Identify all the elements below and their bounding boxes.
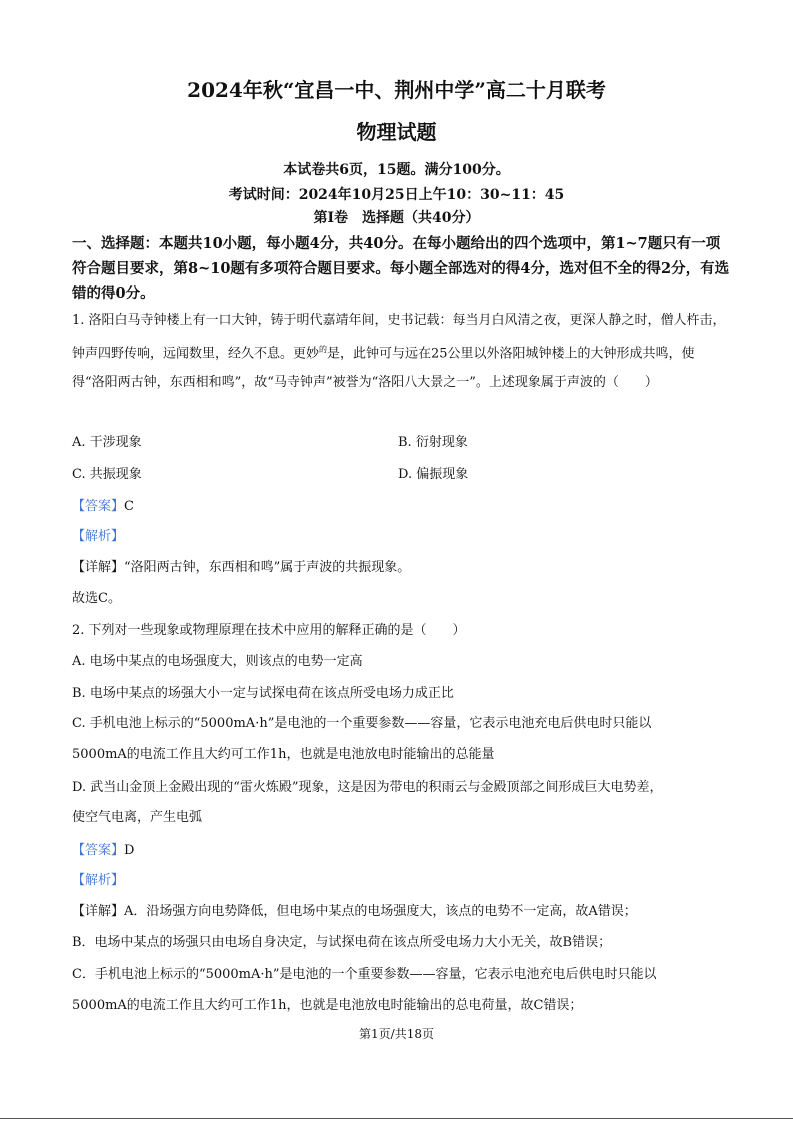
question-1-stem-part2: 是，此钟可与远在25公里以外洛阳城钟楼上的大钟形成共鸣，使得“洛阳两古钟，东西相和鸣”，故“马寺钟声”被誉为“洛阳八大景之一”。上述现象属于声波的（ ） [72, 346, 695, 391]
bottom-divider [0, 1118, 793, 1119]
question-1-option-b: B. 衍射现象 [398, 435, 468, 450]
page-number: 第1页/共18页 [359, 1027, 434, 1041]
answer-value: C [124, 499, 134, 514]
question-2-stem: 2. 下列对一些现象或物理原理在技术中应用的解释正确的是（ ） [72, 623, 466, 638]
section-instructions: 一、选择题：本题共10小题，每小题4分，共40分。在每小题给出的四个选项中，第1~7题只有一项符合题目要求，第8~10题有多项符合题目要求。每小题全部选对的得4分，选对但不全的得2分，有选错的得0分。 [72, 235, 730, 302]
question-1-stem-sup: 的 [319, 345, 328, 354]
detail-tag: 【详解】 [72, 904, 125, 919]
question-2-option-a: A. 电场中某点的电场强度大，则该点的电势一定高 [72, 654, 363, 669]
detail-text: “洛阳两古钟，东西相和鸣”属于声波的共振现象。 [124, 560, 411, 575]
question-2-detail-c-line2: 5000mA的电流工作且大约可工作1h，也就是电池放电时能输出的总电荷量，故C错误； [72, 998, 583, 1013]
question-2-detail-b: B．电场中某点的场强只由电场自身决定，与试探电荷在该点所受电场力大小无关，故B错误； [72, 935, 612, 950]
answer-tag: 【答案】 [72, 499, 125, 514]
question-2-option-c-line2: 5000mA的电流工作且大约可工作1h，也就是电池放电时能输出的总能量 [72, 747, 495, 762]
answer-value: D [124, 843, 135, 858]
exam-title: 2024年秋“宜昌一中、荆州中学”高二十月联考 [187, 78, 606, 102]
question-1-answer [72, 497, 134, 517]
question-1-option-a: A. 干涉现象 [72, 435, 142, 450]
question-1-detail [72, 558, 410, 578]
question-2-option-d-line2: 使空气电离，产生电弧 [72, 810, 203, 825]
question-2-detail-a [72, 902, 637, 922]
question-1-option-c: C. 共振现象 [72, 467, 142, 482]
question-2-answer [72, 841, 134, 861]
exam-info-pages: 本试卷共6页，15题。满分100分。 [283, 162, 510, 178]
question-1-analysis-tag: 【解析】 [72, 529, 125, 544]
detail-tag: 【详解】 [72, 560, 125, 575]
question-1-stem-part1: 1. 洛阳白马寺钟楼上有一口大钟，铸于明代嘉靖年间，史书记载：每当月白风清之夜，更深人静之时，僧人杵击，钟声四野传响，远闻数里，经久不息。更妙 [72, 313, 726, 362]
question-2-option-d-line1: D. 武当山金顶上金殿出现的“雷火炼殿”现象，这是因为带电的积雨云与金殿顶部之间形成巨大电势差， [72, 780, 663, 795]
answer-tag: 【答案】 [72, 843, 125, 858]
question-1-option-d: D. 偏振现象 [398, 467, 469, 482]
exam-subject: 物理试题 [356, 120, 437, 144]
exam-info-time: 考试时间：2024年10月25日上午10：30~11：45 [228, 187, 565, 203]
question-2-option-b: B. 电场中某点的场强大小一定与试探电荷在该点所受电场力成正比 [72, 686, 454, 701]
question-2-detail-c-line1: C．手机电池上标示的“5000mA·h”是电池的一个重要参数——容量，它表示电池充电后供电时只能以 [72, 967, 657, 982]
question-2-analysis-tag: 【解析】 [72, 873, 125, 888]
question-1-stem [72, 306, 727, 397]
exam-part-title: 第Ⅰ卷 选择题（共40分） [313, 210, 480, 226]
detail-text-a: A．沿场强方向电势降低，但电场中某点的电场强度大，该点的电势不一定高，故A错误； [124, 904, 637, 919]
question-1-conclusion: 故选C。 [72, 591, 121, 606]
question-2-option-c-line1: C. 手机电池上标示的“5000mA·h”是电池的一个重要参数——容量，它表示电池充电后供电时只能以 [72, 716, 652, 731]
